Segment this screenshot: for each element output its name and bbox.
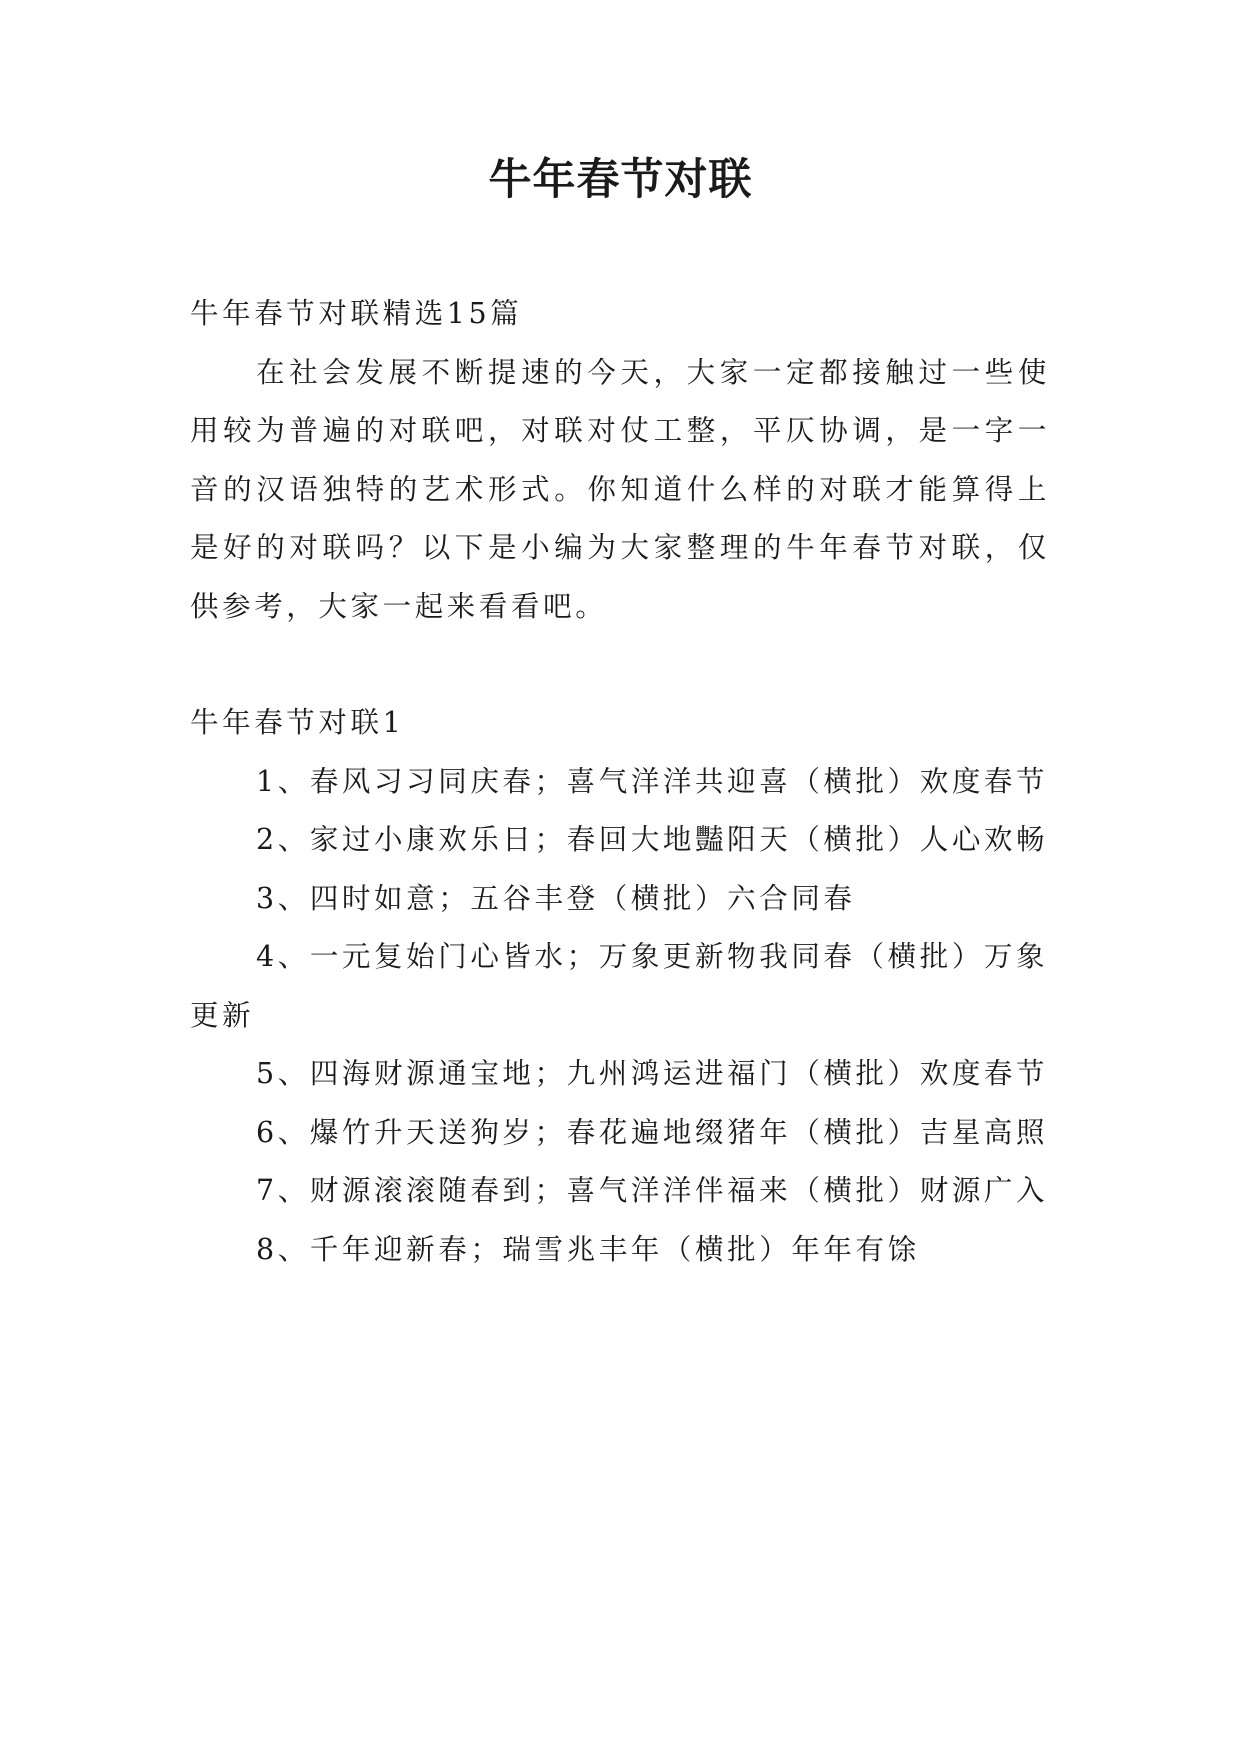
couplet-item-4: 4、一元复始门心皆水；万象更新物我同春（横批）万象更新 [190, 940, 1049, 1032]
document-title: 牛年春节对联 [488, 155, 753, 205]
couplet-item-7: 7、财源滚滚随春到；喜气洋洋伴福来（横批）财源广入 [256, 1174, 1049, 1207]
intro-paragraph: 在社会发展不断提速的今天，大家一定都接触过一些使用较为普遍的对联吧，对联对仗工整，平仄协调，是一字一音的汉语独特的艺术形式。你知道什么样的对联才能算得上是好的对联吗？以下是小编为大家整理的牛年春节对联，仅供参考，大家一起来看看吧。 [190, 355, 1050, 623]
document-subtitle: 牛年春节对联精选15篇 [190, 297, 523, 330]
section-spacer [190, 636, 1050, 694]
couplet-item-2: 2、家过小康欢乐日；春回大地豔阳天（横批）人心欢畅 [256, 823, 1049, 856]
couplet-item-3: 3、四时如意；五谷丰登（横批）六合同春 [256, 881, 856, 915]
section-title: 牛年春节对联1 [190, 706, 405, 739]
couplet-item-5: 5、四海财源通宝地；九州鸿运进福门（横批）欢度春节 [256, 1057, 1049, 1090]
couplet-item-8: 8、千年迎新春；瑞雪兆丰年（横批）年年有馀 [256, 1232, 920, 1266]
couplet-item-1: 1、春风习习同庆春；喜气洋洋共迎喜（横批）欢度春节 [256, 764, 1049, 798]
couplet-item-6: 6、爆竹升天送狗岁；春花遍地缀猪年（横批）吉星高照 [256, 1115, 1049, 1149]
document-body [190, 285, 1050, 1279]
